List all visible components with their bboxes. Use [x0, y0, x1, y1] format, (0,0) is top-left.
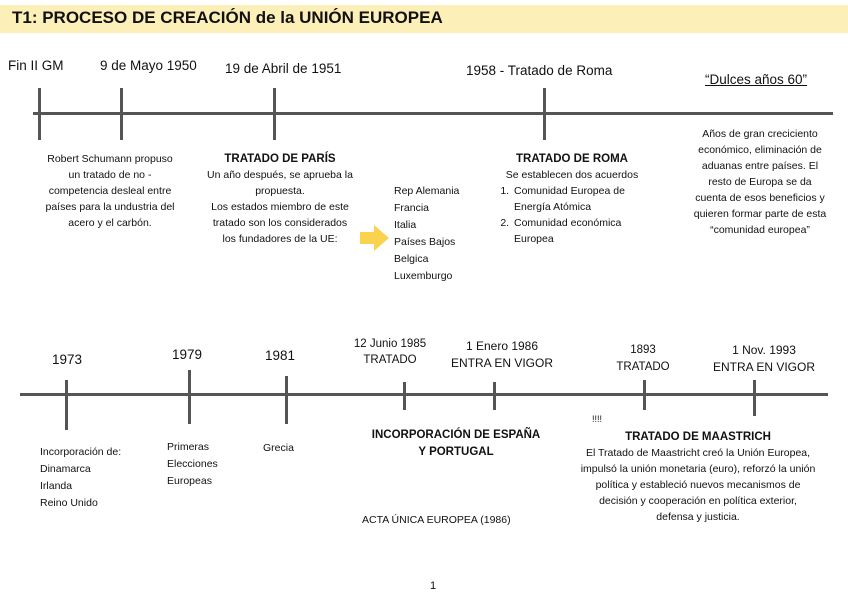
paris-heading: TRATADO DE PARÍS	[224, 153, 336, 165]
founder-country: Rep Alemania	[394, 185, 460, 197]
sixties-line: “comunidad europea”	[710, 224, 810, 236]
maastricht-line: impulsó la unión monetaria (euro), reforzó la unión	[580, 463, 816, 475]
maastricht-line: defensa y justicia.	[656, 511, 740, 523]
exclamation-mark: !!!!	[592, 414, 603, 424]
tick-roma-1958	[543, 88, 546, 140]
date-enero-1986: 1 Enero 1986 ENTRA EN VIGOR	[450, 339, 554, 370]
date-1893: 1893 TRATADO	[616, 344, 670, 373]
schumann-line: Robert Schumann propuso	[47, 153, 173, 165]
incorporacion-block: Incorporación de: Dinamarca Irlanda Reino Unido	[40, 446, 122, 509]
sixties-line: económico, eliminación de	[698, 144, 822, 156]
paris-line: Los estados miembro de este	[211, 201, 349, 213]
maastricht-line: política y estableció nuevos mecanismos de	[595, 479, 801, 491]
schumann-line: un tratado de no -	[68, 169, 152, 181]
page-number: 1	[430, 580, 437, 592]
roma-agreement-item: 2. Comunidad económica Europea	[512, 215, 648, 247]
sixties-line: quieren formar parte de esta	[693, 208, 827, 220]
roma-heading: TRATADO DE ROMA	[515, 153, 628, 165]
paris-line: los fundadores de la UE:	[222, 233, 338, 245]
roma-intro: Se establecen dos acuerdos	[505, 169, 639, 181]
paris-line: Un año después, se aprueba la	[207, 169, 353, 181]
schumann-line: competencia desleal entre	[48, 185, 172, 197]
date-mayo-1950: 9 de Mayo 1950	[100, 58, 197, 73]
founder-country: Luxemburgo	[394, 270, 453, 282]
founder-country: Países Bajos	[394, 236, 456, 248]
date-roma-1958: 1958 - Tratado de Roma	[466, 63, 613, 78]
sixties-block	[676, 126, 844, 238]
tick-abril-1951	[273, 88, 276, 140]
tick-nov-1993	[753, 380, 756, 416]
schumann-line: acero y el carbón.	[68, 217, 152, 229]
maastricht-block	[560, 429, 836, 525]
schumann-line: países para la undustria del	[45, 201, 175, 213]
sixties-line: aduanas entre países. El	[701, 160, 819, 172]
espana-portugal-heading: INCORPORACIÓN DE ESPAÑA Y PORTUGAL	[371, 429, 541, 458]
maastricht-line: El Tratado de Maastricht creó la Unión Europea,	[585, 447, 811, 459]
tick-junio-1985	[403, 382, 406, 410]
date-fin-ii-gm: Fin II GM	[8, 58, 64, 73]
date-nov-1993: 1 Nov. 1993 ENTRA EN VIGOR	[712, 343, 816, 374]
founder-country: Italia	[394, 219, 417, 231]
timeline-1-axis	[33, 112, 833, 115]
paris-line: tratado son los considerados	[212, 217, 348, 229]
date-abril-1951: 19 de Abril de 1951	[225, 61, 342, 76]
right-arrow-icon	[360, 224, 390, 252]
roma-agreement-item: 1. Comunidad Europea de Energía Atómica	[512, 183, 648, 215]
date-1981: 1981	[265, 348, 296, 363]
date-junio-1985: 12 Junio 1985 TRATADO	[353, 338, 427, 366]
maastricht-line: decisión y cooperación en política exterior,	[599, 495, 797, 507]
tick-enero-1986	[493, 382, 496, 410]
founders-list	[394, 183, 459, 285]
sixties-line: cuenta de esos beneficios y	[695, 192, 825, 204]
sixties-line: resto de Europa se da	[708, 176, 812, 188]
schumann-block	[30, 151, 190, 231]
paris-block	[192, 151, 368, 247]
date-1973: 1973	[52, 352, 83, 367]
tick-1973	[65, 380, 68, 430]
paris-line: propuesta.	[255, 185, 305, 197]
tick-1981	[285, 376, 288, 424]
sixties-line: Años de gran creciciento	[702, 128, 818, 140]
grecia-label: Grecia	[263, 442, 294, 454]
acta-unica: ACTA ÚNICA EUROPEA (1986)	[362, 514, 511, 526]
elecciones-block: Primeras Elecciones Europeas	[167, 441, 218, 487]
date-dulces-60: “Dulces años 60”	[705, 72, 808, 87]
roma-agreements	[496, 183, 648, 247]
tick-mayo-1950	[120, 88, 123, 140]
founder-country: Belgica	[394, 253, 429, 265]
tick-1893	[643, 380, 646, 410]
date-1979: 1979	[172, 347, 203, 362]
page-title: T1: PROCESO DE CREACIÓN de la UNIÓN EUROPEA	[12, 8, 443, 27]
founder-country: Francia	[394, 202, 430, 214]
tick-fin-ii-gm	[38, 88, 41, 140]
tick-1979	[188, 370, 191, 424]
timeline-2-axis	[20, 393, 828, 396]
maastricht-heading: TRATADO DE MAASTRICH	[625, 431, 771, 443]
roma-block	[496, 151, 648, 247]
